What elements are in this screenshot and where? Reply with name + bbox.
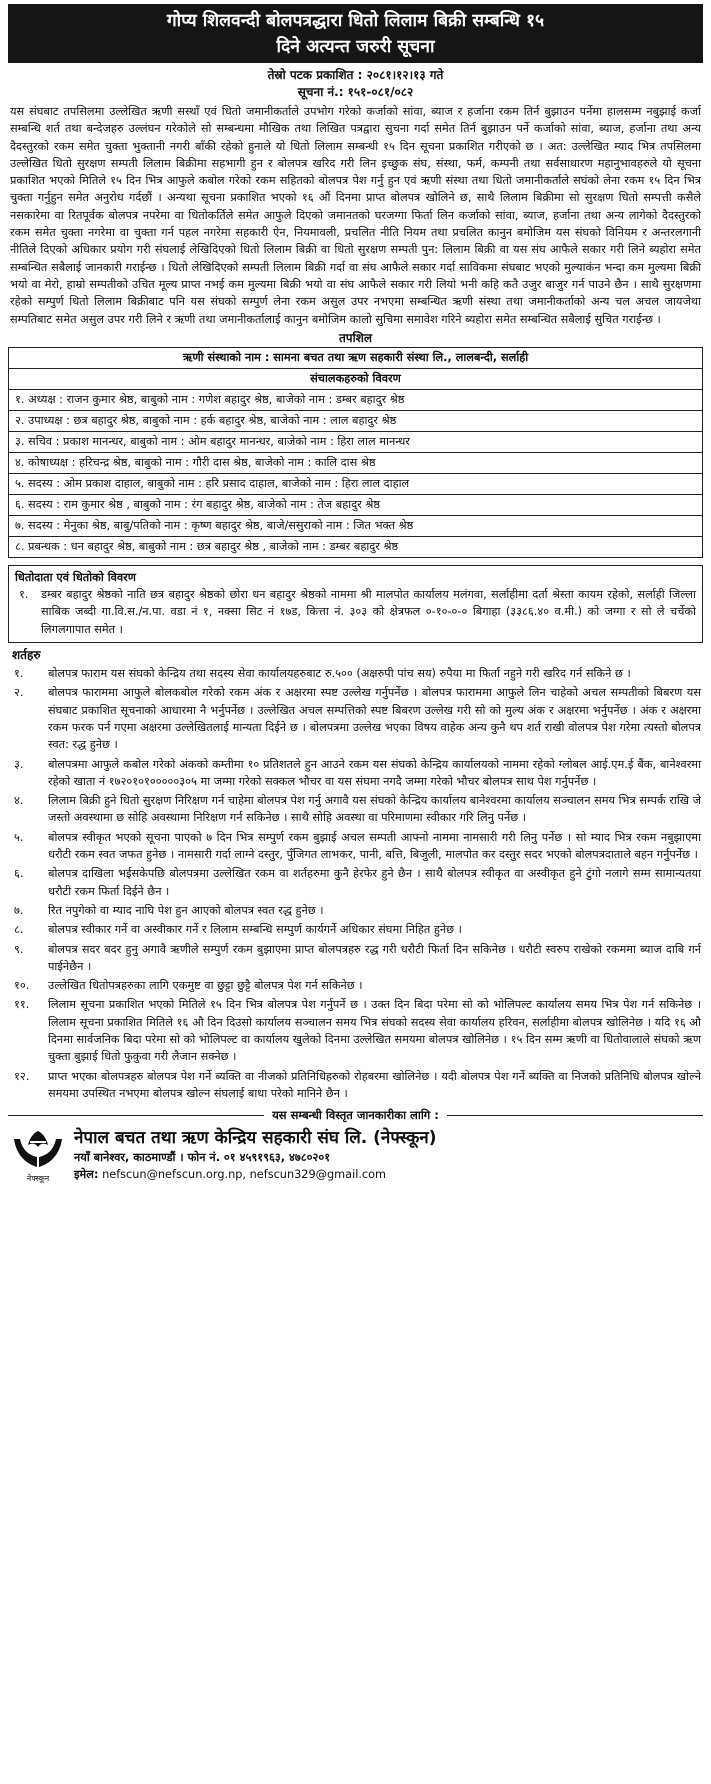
- condition-number: ८.: [14, 923, 24, 937]
- borrower-name: ऋणी संस्थाको नाम : सामना बचत तथा ऋण सहकारी संस्था लि., लालबन्दी, सर्लाही: [9, 347, 703, 368]
- officer-cell: ७. सदस्य : मेनुका श्रेष्ठ, बाबु/पतिको नाम : कृष्ण बहादुर श्रेष्ठ, बाजे/ससुराको नाम : जित भक्त श्रेष्ठ: [9, 515, 703, 536]
- condition-text: लिलाम सूचना प्रकाशित भएको मितिले १५ दिन भित्र बोलपत्र पेश गर्नुपर्ने छ । उक्त दिन बिदा परेमा सो को भोलिपल्ट कार्यालय समय भित्र पेश गर्न सकिनेछ । लिलाम सूचना प्रकाशित मितिले १६ औ दिन दिउसो कार्यालय सञ्चालन समय भित्र संघको सदस्य सेवा कार्यालय हरिवन, सर्लाहीमा बोलपत्र खोलिनेछ । यदि १६ औ दिनमा सार्वजनिक बिदा परेमा सो को भोलिपल्ट वा कार्यालय खुलेको दिनमा उल्लेखित समयमा बोलपत्र खोलिनेछ । १५ दिन सम्म ऋणी वा धितोवालाले संघको ऋण चुक्ता बुझाई धितो फुकुवा गरी लैजान सक्नेछ ।: [48, 998, 701, 1064]
- guarantor-box: [8, 565, 703, 643]
- conditions-list: [8, 665, 703, 1102]
- officer-row: [9, 536, 703, 557]
- condition-text: रित नपुगेको वा म्याद नाघि पेश हुन आएको बोलपत्र स्वत रद्ध हुनेछ ।: [48, 903, 324, 917]
- condition-number: ६.: [14, 867, 24, 881]
- officer-row: [9, 473, 703, 494]
- condition-number: ७.: [14, 903, 24, 917]
- condition-item: [8, 921, 703, 938]
- condition-item: [8, 1068, 703, 1103]
- condition-item: [8, 902, 703, 919]
- condition-number: ११.: [14, 998, 30, 1012]
- officer-cell: ५. सदस्य : ओम प्रकाश दाहाल, बाबुको नाम : हरि प्रसाद दाहाल, बाजेको नाम : हिरा लाल दाहाल: [9, 473, 703, 494]
- nefscun-logo: [8, 1127, 68, 1185]
- hands-icon: [10, 1127, 66, 1171]
- officers-header-row: [9, 368, 703, 389]
- condition-item: [8, 792, 703, 827]
- condition-item: [8, 977, 703, 994]
- officer-row: [9, 410, 703, 431]
- officers-table: [8, 347, 703, 558]
- officer-cell: ४. कोषाध्यक्ष : हरिचन्द्र श्रेष्ठ, बाबुको नाम : गौरी दास श्रेष्ठ, बाजेको नाम : कालि दास श्रेष्ठ: [9, 452, 703, 473]
- guarantor-title: धितोदाता एवं धितोको विवरण: [15, 570, 136, 584]
- condition-text: प्राप्त भएका बोलपत्रहरु बोलपत्र पेश गर्ने ब्यक्ति वा नीजको प्रतिनिधिहरुको रोहबरमा खोलिनेछ । यदी बोलपत्र पेश गर्ने ब्यक्ति वा निजको प्रतिनिधि बोलपत्र खोल्ने समयमा उपस्थित नभएमा बोलपत्र खोल्न संघलाई बाधा परेको मानिने छैन ।: [48, 1069, 701, 1100]
- officer-cell: ६. सदस्य : राम कुमार श्रेष्ठ , बाबुको नाम : रंग बहादुर श्रेष्ठ, बाजेको नाम : तेज बहादुर श्रेष्ठ: [9, 494, 703, 515]
- guarantor-text: डम्बर बहादुर श्रेष्ठको नाति छत्र बहादुर श्रेष्ठको छोरा धन बहादुर श्रेष्ठको नाममा श्री मालपोत कार्यालय मलंगवा, सर्लाहीमा दर्ता श्रेस्ता कायम रहेको, सर्लाही जिल्ला साबिक जब्दी गा.वि.स./न.पा. वडा नं १, नक्सा सिट नं १७ड, कित्ता नं. ३०३ को क्षेत्रफल ०-१०-०-० बिगाहा (३३८६.४० व.मी.) को जग्गा र सो ले चर्चेको लिगलगापात समेत ।: [41, 588, 696, 636]
- condition-text: बोलपत्र स्वीकार गर्ने वा अस्वीकार गर्ने र लिलाम सम्बन्धि सम्पुर्ण कार्यगर्ने अधिकार संघमा निहित हुनेछ ।: [48, 923, 462, 937]
- condition-number: ५.: [14, 830, 24, 844]
- footer-divider: [8, 1108, 703, 1123]
- condition-number: २.: [14, 686, 24, 700]
- org-text: [74, 1127, 436, 1183]
- condition-item: [8, 665, 703, 682]
- tapasil-heading: तपशिल: [338, 330, 373, 345]
- borrower-row: [9, 347, 703, 368]
- condition-item: [8, 684, 703, 753]
- org-email: [74, 1166, 436, 1183]
- notice-page: [8, 4, 703, 1185]
- condition-number: १.: [14, 667, 24, 681]
- condition-text: लिलाम बिक्री हुने धितो सुरक्षण निरिक्षण गर्न चाहेमा बोलपत्र पेश गर्नु अगावै यस संघको केन्द्रिय कार्यालय बानेश्वरमा कार्यालय सञ्चालन समय भित्र सम्पर्क राखि जे जस्तो अवस्थामा छ सोहि अवस्थामा निरिक्षण गर्न सकिनेछ । साथै सोहि अवस्था वा परिमाणमा स्वीकार गरि लिनु पर्नेछ ।: [48, 794, 701, 825]
- officer-cell: १. अध्यक्ष : राजन कुमार श्रेष्ठ, बाबुको नाम : गणेश बहादुर श्रेष्ठ, बाजेको नाम : डम्बर बहादुर श्रेष्ठ: [9, 389, 703, 410]
- notice-title: [8, 4, 703, 63]
- condition-text: बोलपत्र फाराम यस संघको केन्द्रिय तथा सदस्य सेवा कार्यालयहरुबाट रु.५०० (अक्षरुपी पांच सय) रुपैया मा फिर्ता नहुने गरी खरिद गर्न सकिने छ ।: [48, 667, 631, 681]
- officer-cell: २. उपाध्यक्ष : छत्र बहादुर श्रेष्ठ, बाबुको नाम : हर्क बहादुर श्रेष्ठ, बाजेको नाम : लाल बहादुर श्रेष्ठ: [9, 410, 703, 431]
- officers-header: संचालकहरुको विवरण: [9, 368, 703, 389]
- intro-paragraph: यस संघबाट तपसिलमा उल्लेखित ऋणी सस्थाँ एवं धितो जमानीकर्ताले उपभोग गरेको कर्जाको सांवा, ब्याज र हर्जाना रकम तिर्न बुझाउन पर्नेमा हालसम्म नबुझाई कर्जा सम्बन्धि शर्त तथा बन्देजहरु उल्लंघन गरेकोले सो सम्बन्धमा मौखिक तथा लिखित पत्रद्वारा सुचना गर्दा समेत तिर्न बुझाउन पर्ने कर्जाको सांवा, ब्याज, हर्जाना तथा अन्य दैदस्तुरको रकम समेत चुक्ता भुक्तानी नगरी बाँकी रहेको हुनाले यो धितो लिलाम सम्बन्धी १५ दिन सूचना प्रकाशित गरीएको छ । अत: उल्लेखित म्याद भित्र तपसिलमा उल्लेखित धितो सुरक्षण सम्पती लिलाम बिक्रीमा सहभागी हुन र बोलपत्र खरिद गरी लिन इच्छुक संघ, संस्था, फर्म, कम्पनी तथा सर्वसाधारण महानुभावहरुले यो सूचना प्रकाशित भएको मितिले १५ दिन भित्र आफुले कबोल गरेको रकम सहितको बोलपत्र पेश गर्नु हुन एवं ऋणी संस्था तथा धितो जमानीकर्ताले सघंको लेना रकम १५ दिन भित्र चुक्ता गर्नुहुन समेत अनुरोध गर्दछौं । अन्यथा सूचना प्रकाशित भएको १६ औं दिनमा प्राप्त बोलपत्र खोलिने छ, साथै लिलाम बिक्रीमा सो सुरक्षण धितो सम्पत्ती कसैले नसकारेमा वा रितपूर्वक बोलपत्र नपरेमा वा धितोकर्तिले समेत आफुले दिएको जमानतको घरजग्गा फिर्ता लिन कर्जाको सांवा, ब्याज, हर्जाना तथा अन्य लागेको दैदस्तुरको रकम समेत चुक्ता नगरेमा वा चुक्ता गर्न पहल नगरेमा सहकारी ऐन, नियमावली, प्रचलित नीति नियम तथा प्रचलित कानुन बमोजिम यस संघको विनियम र अन्तरलगानी नीतिले दिएको अधिकार प्रयोग गरी संघलाई लेखिदिएको धितो लिलाम बिक्री वा धितो सुरक्षण सम्पती पुन: लिलाम बिक्री वा यस संघ आफैले सकार गरी लिने ब्यहोरा समेत सम्बन्धित सबैलाई जानकारी गराईन्छ । धितो लेखिदिएको सम्पती लिलाम बिक्री गर्दा वा संघ आफैले सकार गर्दा साविकमा संघबाट भएको मुल्याकंन भन्दा कम मुल्यमा बिक्री भयो वा मेरो, हाम्रो सम्पतीको उचित मूल्य प्राप्त नभई कम मुल्यमा बिक्री भयो वा संघ आफैले सकार गरी लियो भनी कहि कतै उजुर बाजुर गर्न पाउने छैन । साथै सुरक्षणमा रहेको सम्पुर्ण धितो लिलाम बिक्रीबाट पनि यस संघको सम्पुर्ण लेना रकम असुल उपर नभएमा सम्बन्धित ऋणी संस्था तथा जमानीकर्ताको अन्य चल अचल जायजेथा सम्पतिबाट समेत असुल उपर गरी लिने र ऋणी तथा जमानीकर्तालाई कानुन बमोजिम कालो सुचिमा समावेश गरिने ब्यहोरा समेत सम्बन्धित सबैलाई सुचित गराईन्छ ।: [10, 105, 701, 326]
- condition-text: बोलपत्र सदर बदर हुनु अगावै ऋणीले सम्पुर्ण रकम बुझाएमा प्राप्त बोलपत्रहरु रद्ध गरी धरौटी फिर्ता दिन सकिनेछ । धरौटी स्वरुप राखेको रकममा ब्याज दाबि गर्न पाईनेछैन ।: [48, 942, 701, 973]
- guarantor-number: १.: [19, 588, 29, 602]
- footer: [8, 1108, 703, 1185]
- condition-number: ४.: [14, 794, 24, 808]
- officer-cell: ३. सचिव : प्रकाश मानन्धर, बाबुको नाम : ओम बहादुर मानन्धर, बाजेको नाम : हिरा लाल मानन्धर: [9, 431, 703, 452]
- officer-row: [9, 389, 703, 410]
- condition-number: १२.: [14, 1069, 30, 1083]
- condition-item: [8, 865, 703, 900]
- condition-item: [8, 829, 703, 864]
- condition-text: बोलपत्र स्वीकृत भएको सूचना पाएको ७ दिन भित्र सम्पुर्ण रकम बुझाई अचल सम्पती आफ्नो नाममा नामसारी गरी लिनु पर्नेछ । सो म्याद भित्र रकम नबुझाएमा धरौटी रकम स्वत जफत हुनेछ । नामसारी गर्दा लाग्ने दस्तुर, पुँजिगत लाभकर, पानी, बत्ति, बिजुली, मालपोत कर दस्तुर सदर भएको बोलपत्रदाताले बहन गर्नुपर्नेछ ।: [48, 830, 701, 862]
- email-value[interactable]: nefscun@nefscun.org.np, nefscun329@gmail.com: [102, 1168, 387, 1182]
- condition-item: [8, 941, 703, 976]
- condition-number: १०.: [14, 979, 30, 993]
- officer-row: [9, 494, 703, 515]
- conditions-heading: शर्तहरु: [12, 648, 41, 663]
- org-address: नयाँ बानेश्वर, काठमाण्डौं । फोन नं. ०१ ४५९१९६३, ४७८०२०१: [74, 1151, 331, 1165]
- org-name: नेपाल बचत तथा ऋण केन्द्रिय सहकारी संघ लि. (नेफ्स्कून): [74, 1128, 437, 1149]
- condition-number: ९.: [14, 942, 24, 956]
- condition-text: बोलपत्र दाखिला भईसकेपछि बोलपत्रमा उल्लेखित रकम वा शर्तहरुमा कुनै हेरफेर हुने छैन । साथै बोलपत्र स्वीकृत वा अस्वीकृत हुने टुंगो नलागे सम्म सामान्यतया धरौटी रकम फिर्ता दिईने छैन ।: [48, 867, 701, 898]
- title-line-1: गोप्य शिलवन्दी बोलपत्रद्धारा धितो लिलाम बिक्री सम्बन्धि १५: [166, 11, 545, 31]
- officer-row: [9, 431, 703, 452]
- notice-number: सूचना नं.: १५१-०८१/०८२: [297, 85, 414, 99]
- footer-label: यस सम्बन्धी विस्तृत जानकारीका लागि :: [272, 1108, 439, 1123]
- condition-text: बोलपत्र फाराममा आफुले बोलकबोल गरेको रकम अंक र अक्षरमा स्पष्ट उल्लेख गर्नुपर्नेछ । बोलपत्र फाराममा आफुले लिन चाहेको अचल सम्पतीको बिबरण यस संघबाट प्रकाशित सूचनाको आधारमा नै भर्नुपर्नेछ । उल्लेखित अचल सम्पत्तिको स्पष्ट बिबरण उल्लेख गरी सो को मुल्य अंक र अक्षरमा भर्नुपर्नेछ । अंक र अक्षरमा रकम फरक पर्न गएमा अक्षरमा उल्लेखितलाई मान्यता दिईने छ । बोलपत्रमा उल्लेख भएका विषय वाहेक अन्य कुनै थप शर्त राखी वोलपत्र पेश गरेमा त्यस्तो बोलपत्र स्वत: रद्ध हुनेछ ।: [48, 686, 701, 752]
- condition-item: [8, 756, 703, 791]
- condition-number: ३.: [14, 757, 24, 771]
- email-label: इमेल:: [74, 1168, 99, 1182]
- condition-text: उल्लेखित धितोपत्रहरुका लागि एकमुष्ट वा छुट्टा छुट्टै बोलपत्र पेश गर्न सकिनेछ ।: [48, 979, 363, 993]
- officer-row: [9, 452, 703, 473]
- officer-cell: ८. प्रबन्धक : धन बहादुर श्रेष्ठ, बाबुको नाम : छत्र बहादुर श्रेष्ठ , बाजेको नाम : डम्बर बहादुर श्रेष्ठ: [9, 536, 703, 557]
- condition-item: [8, 996, 703, 1065]
- condition-text: बोलपत्रमा आफुले कबोल गरेको अंकको कम्तीमा १० प्रतिशतले हुन आउने रकम यस संघको केन्द्रिय कार्यालयको नाममा रहेको ग्लोबल आई.एम.ई बैंक, बानेश्वरमा रहेको खाता नं १७२०१०१०००००३०५ मा जम्मा गरेको सक्कल भौचर वा यस संघमा नगदै जम्मा गरेको भौचर बोलपत्र साथ पेश गर्नुपर्नेछ ।: [48, 757, 701, 788]
- guarantor-item: [15, 586, 696, 638]
- officer-row: [9, 515, 703, 536]
- publish-date: तेस्रो पटक प्रकाशित : २०८१।१२।१३ गते: [267, 68, 444, 82]
- org-block: [8, 1127, 703, 1185]
- logo-caption: नेफ्स्कून: [26, 1174, 50, 1184]
- title-line-2: दिने अत्यन्त जरुरी सूचना: [276, 37, 435, 57]
